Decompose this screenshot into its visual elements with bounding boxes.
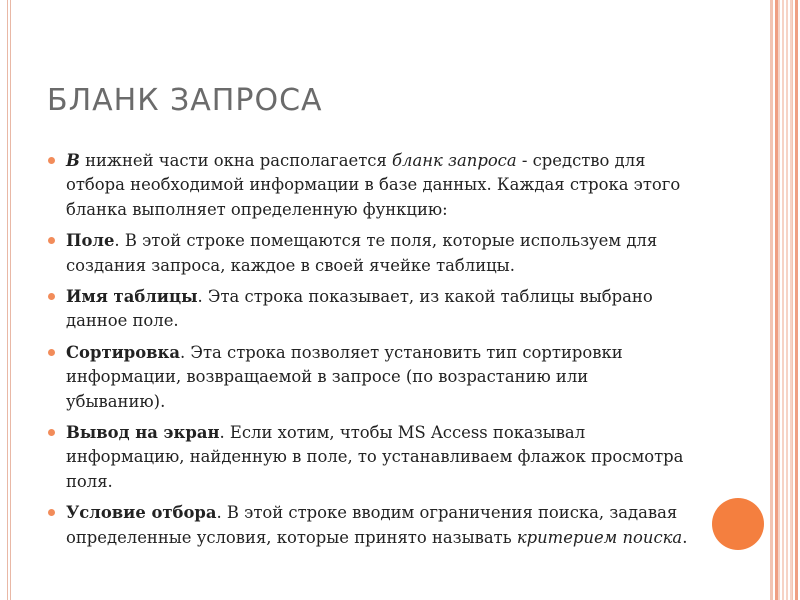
item-lead: Условие отбора: [66, 503, 217, 523]
right-decorative-stripe-inner: [778, 0, 792, 600]
list-item: [48, 285, 688, 334]
list-item: [48, 229, 688, 278]
item-text: . В этой строке вводим ограничения поиска, задавая определенные условия, которые принято называть: [66, 503, 678, 547]
item-text: . Эта строка позволяет установить тип сортировки информации, возвращаемой в запросе (по возрастанию или убыванию).: [66, 342, 623, 411]
list-item: [48, 421, 688, 494]
item-lead: Вывод на экран: [66, 423, 220, 443]
item-lead: В: [66, 151, 80, 170]
list-item: [48, 149, 688, 222]
bullet-icon: [48, 237, 55, 244]
item-text: .: [682, 527, 688, 547]
item-text: . Если хотим, чтобы MS Access показывал информацию, найденную в поле, то устанавливаем флажок просмотра поля.: [66, 423, 684, 491]
item-text: . В этой строке помещаются те поля, которые используем для создания запроса, каждое в своей ячейке таблицы.: [66, 231, 658, 275]
bullet-icon: [48, 509, 55, 516]
bullet-list: [48, 149, 688, 557]
item-lead: Поле: [66, 231, 115, 251]
bullet-icon: [48, 157, 55, 164]
list-item: [48, 501, 688, 550]
slide-title: БЛАНК ЗАПРОСА: [47, 83, 323, 118]
item-text: . Эта строка показывает, из какой таблицы выбрано данное поле.: [66, 287, 653, 331]
item-emphasis: бланк запроса: [392, 151, 517, 170]
orange-circle-decoration: [712, 498, 764, 550]
bullet-icon: [48, 429, 55, 436]
left-border-line: [10, 0, 11, 600]
bullet-icon: [48, 293, 55, 300]
list-item: [48, 341, 688, 414]
bullet-icon: [48, 349, 55, 356]
item-text: - средство для отбора необходимой информации в базе данных. Каждая строка этого бланка выполняет определенную функцию:: [66, 151, 681, 219]
item-text: нижней части окна располагается: [79, 151, 393, 170]
left-border-line: [7, 0, 8, 600]
item-lead: Имя таблицы: [66, 287, 198, 307]
item-lead: Сортировка: [66, 342, 180, 362]
item-emphasis: критерием поиска: [516, 527, 683, 547]
